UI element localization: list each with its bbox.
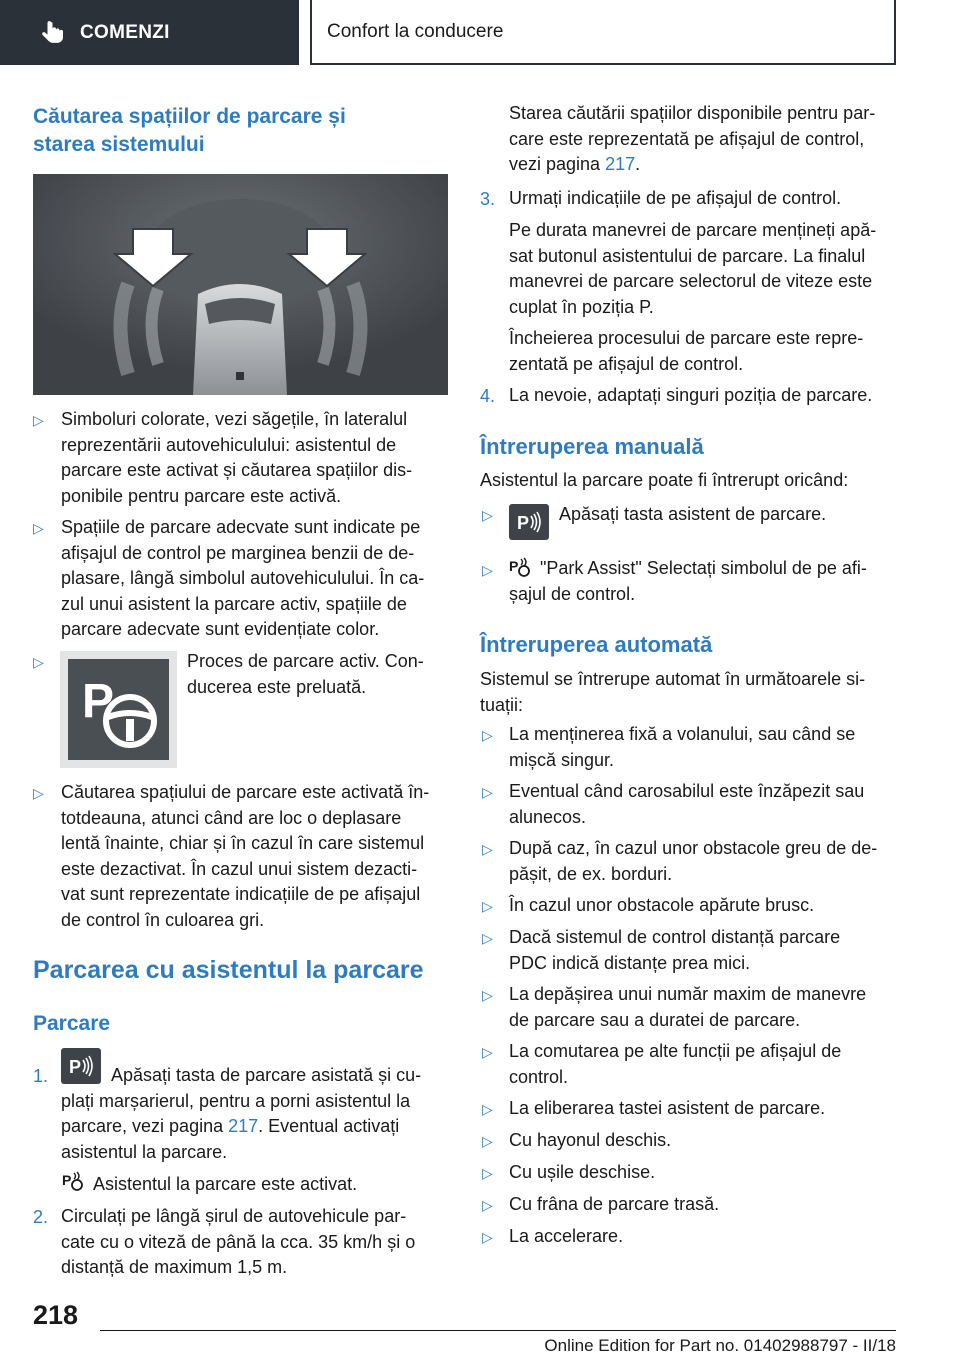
text-line: La depășirea unui număr maxim de manevre [509, 984, 867, 1004]
text-line: PDC indică distanțe prea mici. [509, 952, 751, 973]
text-line: ducerea este preluată. [187, 676, 367, 697]
header-section-tab[interactable] [0, 0, 299, 65]
step-3-end [509, 326, 904, 377]
svg-text:P: P [517, 513, 530, 533]
text-line: zentată pe afișajul de control. [509, 353, 744, 374]
svg-text:P: P [509, 558, 519, 574]
list-item [509, 893, 904, 919]
step-2-continued [509, 101, 904, 178]
text-line: mișcă singur. [509, 749, 615, 770]
header-section-label: COMENZI [80, 21, 170, 43]
text-line: La eliberarea tastei asistent de parcare. [509, 1098, 826, 1118]
text-line: ponibile pentru parcare este activă. [61, 485, 342, 506]
auto-intro [480, 667, 900, 718]
bullet-marker: ▷ [482, 1044, 493, 1060]
section-title-search [33, 103, 346, 159]
bullet-marker: ▷ [482, 841, 493, 857]
list-item [509, 1224, 904, 1250]
list-item [509, 1192, 904, 1218]
text-line: distanță de maximum 1,5 m. [61, 1257, 288, 1277]
page-link[interactable]: 217 [228, 1116, 259, 1136]
list-item [61, 780, 453, 933]
text-line: reprezentării autovehiculului: asistentul de [61, 434, 397, 455]
text-line: pășit, de ex. borduri. [509, 863, 673, 884]
bullet-marker: ▷ [482, 898, 493, 914]
list-item [509, 1128, 904, 1154]
bullet-marker: ▷ [482, 1165, 493, 1181]
svg-text:P: P [69, 1057, 82, 1077]
step-number: 4. [480, 386, 496, 406]
text-line: Eventual când carosabilul este înzăpezit sau [509, 781, 865, 801]
text-line: Circulați pe lângă șirul de autovehicule par- [61, 1206, 407, 1226]
text-line: de parcare sau a duratei de parcare. [509, 1009, 801, 1030]
hand-pointer-icon [30, 0, 76, 65]
step-number: 3. [480, 189, 496, 209]
text-line: vat sunt reprezentate indicațiile de pe afișajul [61, 884, 421, 904]
park-assist-button-icon [509, 504, 549, 540]
manual-interrupt-title: Întreruperea manuală [480, 434, 704, 459]
park-assist-small-icon [62, 1170, 84, 1192]
header-chapter-label: Confort la conducere [327, 20, 504, 42]
list-item [509, 1039, 904, 1090]
text-line: Încheierea procesului de parcare este repre- [509, 328, 864, 348]
list-item [509, 1096, 904, 1122]
text-line: afișajul de control pe marginea benzii de de- [61, 542, 415, 563]
list-item [187, 649, 452, 700]
main-title: Parcarea cu asistentul la parcare [33, 956, 424, 984]
page-number: 218 [33, 1300, 79, 1330]
bullet-marker: ▷ [482, 507, 493, 523]
text-line: șajul de control. [509, 583, 636, 604]
text-line [509, 152, 904, 178]
list-item [509, 722, 904, 773]
bullet-marker: ▷ [482, 562, 493, 578]
bullet-marker: ▷ [482, 1101, 493, 1117]
svg-text:P: P [62, 1172, 72, 1188]
section-title-line: Căutarea spațiilor de parcare și [33, 105, 346, 128]
parking-active-symbol [60, 651, 177, 768]
bullet-marker: ▷ [482, 1133, 493, 1149]
text-line: este dezactivat. În cazul unui sistem dezacti- [61, 858, 418, 879]
edition-note: Online Edition for Part no. 01402988797 - II/18 [544, 1336, 896, 1355]
bullet-marker: ▷ [482, 1229, 493, 1245]
text-segment: . Eventual activați [258, 1116, 400, 1136]
header-chapter [310, 0, 896, 65]
text-line: lentă înainte, chiar și în cazul în care sistemul [61, 833, 425, 853]
step-1-text [61, 1063, 456, 1165]
text-line: La comutarea pe alte funcții pe afișajul de [509, 1041, 842, 1061]
text-line: În cazul unor obstacole apărute brusc. [509, 895, 815, 915]
bullet-marker: ▷ [482, 784, 493, 800]
text-line: Cu frâna de parcare trasă. [509, 1194, 720, 1214]
text-segment: . [635, 154, 641, 174]
sub-title-parking: Parcare [33, 1012, 111, 1035]
text-segment: vezi pagina [509, 154, 606, 174]
bullet-marker: ▷ [482, 1197, 493, 1213]
auto-interrupt-title: Întreruperea automată [480, 632, 713, 657]
text-line: La accelerare. [509, 1226, 624, 1246]
step-number: 1. [33, 1066, 49, 1086]
parking-display-photo [33, 174, 448, 395]
list-item [509, 1160, 904, 1186]
text-line [61, 1114, 456, 1140]
list-item [509, 925, 904, 976]
step-4-text: La nevoie, adaptați singuri poziția de parcare. [509, 385, 873, 405]
text-line: control. [509, 1066, 569, 1087]
list-item [509, 836, 904, 887]
bullet-marker: ▷ [482, 987, 493, 1003]
text-line: manevrei de parcare selectorul de viteze este [509, 271, 873, 291]
bullet-marker: ▷ [33, 785, 44, 801]
text-line: totdeauna, atunci când are loc o deplasare [61, 807, 402, 828]
text-line: Pe durata manevrei de parcare mențineți apă- [509, 220, 877, 240]
list-item [61, 407, 451, 509]
text-line: sat butonul asistentului de parcare. La finalul [509, 245, 866, 266]
text-line: alunecos. [509, 806, 587, 827]
text-line: Spațiile de parcare adecvate sunt indicate pe [61, 517, 421, 537]
text-line: cuplat în poziția P. [509, 296, 654, 317]
text-line: plați marșarierul, pentru a porni asistentul la [61, 1090, 411, 1111]
step-number: 2. [33, 1207, 49, 1227]
bullet-marker: ▷ [482, 930, 493, 946]
text-line: zul unui asistent la parcare activ, spațiile de [61, 593, 407, 614]
bullet-marker: ▷ [33, 412, 44, 428]
text-line: Starea căutării spațiilor disponibile pentru par- [509, 103, 876, 123]
text-line: parcare adecvate sunt evidențiate color. [61, 619, 380, 639]
text-line: care este reprezentată pe afișajul de control, [509, 128, 865, 149]
text-line: Simboluri colorate, vezi săgețile, în lateralul [61, 409, 408, 429]
manual-bullet-1: Apăsați tasta asistent de parcare. [559, 504, 827, 524]
list-item [509, 982, 904, 1033]
page-link[interactable]: 217 [605, 154, 636, 174]
text-line: Dacă sistemul de control distanță parcare [509, 927, 841, 947]
text-line: Căutarea spațiului de parcare este activată în- [61, 782, 430, 802]
text-line: tuații: [480, 694, 524, 715]
text-line: Proces de parcare activ. Con- [187, 651, 424, 671]
bullet-marker: ▷ [33, 520, 44, 536]
text-line: Cu ușile deschise. [509, 1162, 656, 1182]
svg-text:P: P [82, 675, 115, 728]
text-line: cate cu o viteză de până la cca. 35 km/h și o [61, 1231, 416, 1252]
step-3-text: Urmați indicațiile de pe afișajul de control. [509, 188, 842, 208]
manual-intro: Asistentul la parcare poate fi întrerupt oricând: [480, 470, 849, 490]
text-line: de control în culoarea gri. [61, 909, 265, 930]
step-3-detail [509, 218, 904, 320]
list-item [61, 515, 451, 643]
text-line: După caz, în cazul unor obstacole greu de de- [509, 838, 878, 858]
text-line: asistentul la parcare. [61, 1141, 228, 1162]
list-item [509, 779, 904, 830]
text-line: "Park Assist" Selectați simbolul de pe afi- [540, 558, 867, 578]
section-title-line: starea sistemului [33, 133, 205, 156]
manual-bullet-2 [509, 556, 904, 607]
text-line: Cu hayonul deschis. [509, 1130, 672, 1150]
text-line: La menținerea fixă a volanului, sau când se [509, 724, 856, 744]
text-line: Sistemul se întrerupe automat în următoarele si- [480, 669, 866, 689]
text-line: Apăsați tasta de parcare asistată și cu- [111, 1065, 422, 1085]
step-2-text [61, 1204, 456, 1281]
text-line: parcare este activat și căutarea spațiilor dis- [61, 460, 413, 480]
park-steering-icon [68, 659, 169, 760]
text-line: plasare, lângă simbolul autovehiculului. În ca- [61, 568, 425, 588]
step-1-note: Asistentul la parcare este activat. [93, 1174, 358, 1194]
text-segment: parcare, vezi pagina [61, 1116, 229, 1136]
footer-divider [100, 1330, 896, 1331]
bullet-marker: ▷ [33, 654, 44, 670]
bullet-marker: ▷ [482, 727, 493, 743]
